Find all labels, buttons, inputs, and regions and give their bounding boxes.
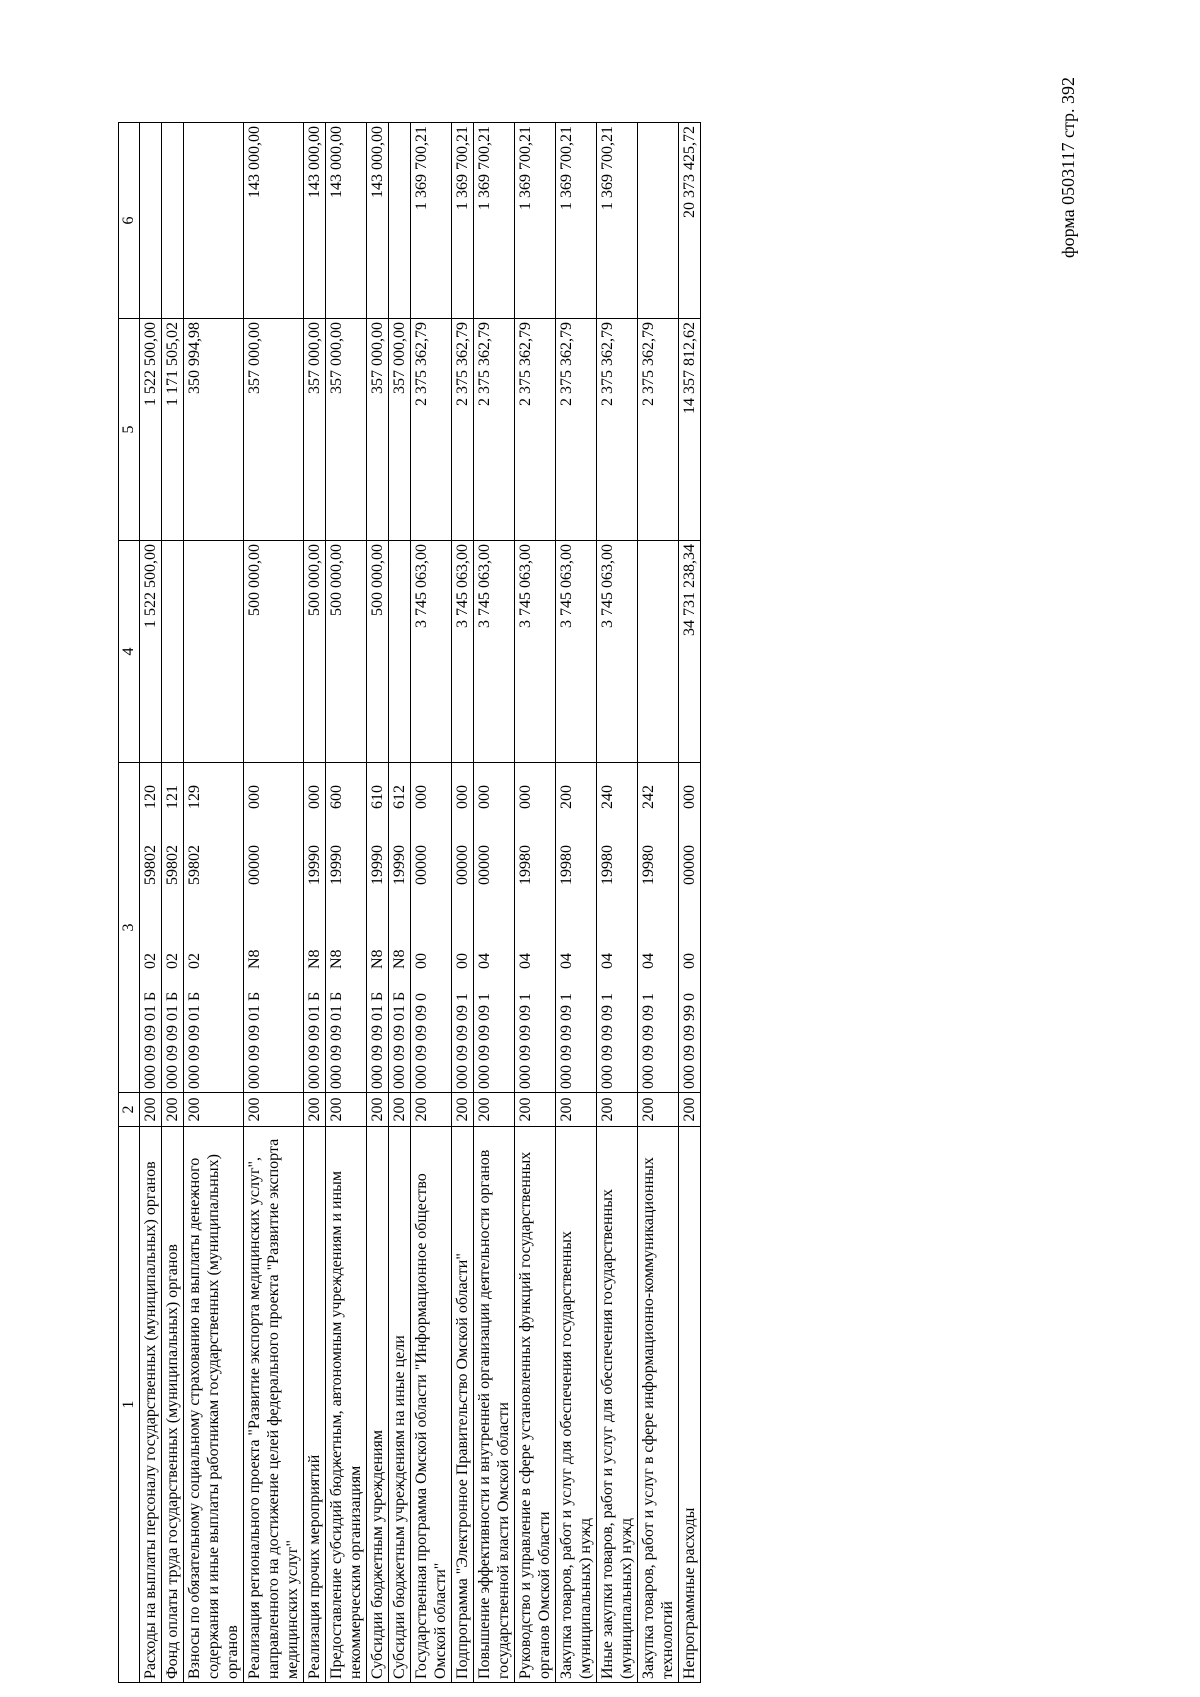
row-col6-value: 1 369 700,21 (515, 123, 556, 319)
row-col4-value: 500 000,00 (304, 541, 326, 763)
row-classification-code (244, 763, 304, 1093)
code-part-b: 04 (640, 953, 657, 969)
code-part-d: 19990 (369, 845, 386, 885)
row-classification-code (140, 763, 162, 1093)
form-label: форма 0503117 стр. 392 (1058, 76, 1078, 258)
code-part-d: 00000 (681, 845, 698, 885)
row-col6-value: 143 000,00 (244, 123, 304, 319)
code-part-b: 00 (454, 953, 471, 969)
code-part-d: 19980 (599, 845, 616, 885)
table-row (679, 123, 701, 1683)
row-name: Субсидии бюджетным учреждениям (367, 1127, 389, 1683)
row-col6-value: 1 369 700,21 (411, 123, 452, 319)
row-col4-value (184, 541, 244, 763)
code-part-a: 000 09 09 01 Б (164, 991, 181, 1089)
row-col4-value (162, 541, 184, 763)
row-classification-code (389, 763, 411, 1093)
table-row (515, 123, 556, 1683)
row-line-code: 200 (411, 1093, 452, 1127)
table-row (452, 123, 474, 1683)
row-name: Руководство и управление в сфере установленных функций государственных органов Омской области (515, 1127, 556, 1683)
code-part-b: N8 (306, 949, 323, 969)
row-line-code: 200 (304, 1093, 326, 1127)
row-line-code: 200 (140, 1093, 162, 1127)
code-part-d: 19980 (558, 845, 575, 885)
code-part-d: 19990 (306, 845, 323, 885)
code-part-e: 000 (413, 785, 430, 809)
row-line-code: 200 (244, 1093, 304, 1127)
code-part-a: 000 09 09 99 0 (681, 993, 698, 1089)
row-classification-code (367, 763, 389, 1093)
code-part-e: 000 (306, 785, 323, 809)
table-row (389, 123, 411, 1683)
row-col5-value: 14 357 812,62 (679, 319, 701, 541)
row-classification-code (411, 763, 452, 1093)
row-line-code: 200 (556, 1093, 597, 1127)
row-name: Закупка товаров, работ и услуг в сфере информационно-коммуникационных технологий (638, 1127, 679, 1683)
table-row (367, 123, 389, 1683)
page-header (1058, 38, 1078, 258)
row-name: Реализация регионального проекта "Развитие экспорта медицинских услуг", направленного на достижение целей федерального проекта "Развитие экспорта медицинских услуг" (244, 1127, 304, 1683)
code-part-e: 240 (599, 785, 616, 809)
row-col6-value: 1 369 700,21 (474, 123, 515, 319)
row-col4-value: 3 745 063,00 (452, 541, 474, 763)
code-part-e: 600 (328, 785, 345, 809)
row-col4-value: 1 522 500,00 (140, 541, 162, 763)
row-col6-value: 1 369 700,21 (452, 123, 474, 319)
code-part-b: 04 (517, 953, 534, 969)
code-part-d: 59802 (164, 845, 181, 885)
code-part-a: 000 09 09 09 0 (413, 993, 430, 1089)
code-part-b: 02 (164, 953, 181, 969)
row-name: Иные закупки товаров, работ и услуг для обеспечения государственных (муниципальных) нужд (597, 1127, 638, 1683)
row-line-code: 200 (326, 1093, 367, 1127)
code-part-e: 000 (454, 785, 471, 809)
code-part-d: 00000 (413, 845, 430, 885)
code-part-a: 000 09 09 09 1 (476, 993, 493, 1089)
code-part-d: 00000 (246, 845, 263, 885)
row-col4-value: 3 745 063,00 (515, 541, 556, 763)
row-classification-code (638, 763, 679, 1093)
row-col4-value: 500 000,00 (326, 541, 367, 763)
budget-table-wrapper (118, 123, 1018, 1683)
table-row (162, 123, 184, 1683)
row-col4-value: 3 745 063,00 (597, 541, 638, 763)
code-part-e: 242 (640, 785, 657, 809)
code-part-d: 00000 (476, 845, 493, 885)
code-part-e: 610 (369, 785, 386, 809)
row-name: Реализация прочих мероприятий (304, 1127, 326, 1683)
row-col4-value (638, 541, 679, 763)
code-part-a: 000 09 09 09 1 (599, 993, 616, 1089)
row-col5-value: 2 375 362,79 (556, 319, 597, 541)
row-col6-value (140, 123, 162, 319)
row-col5-value: 357 000,00 (244, 319, 304, 541)
code-part-b: 00 (681, 953, 698, 969)
code-part-a: 000 09 09 01 Б (391, 991, 408, 1089)
row-col4-value (389, 541, 411, 763)
table-row (326, 123, 367, 1683)
row-col6-value: 143 000,00 (326, 123, 367, 319)
code-part-e: 200 (558, 785, 575, 809)
row-col5-value: 2 375 362,79 (411, 319, 452, 541)
code-part-a: 000 09 09 09 1 (640, 993, 657, 1089)
code-part-a: 000 09 09 09 1 (517, 993, 534, 1089)
row-col5-value: 2 375 362,79 (638, 319, 679, 541)
code-part-d: 19980 (640, 845, 657, 885)
code-part-a: 000 09 09 01 Б (369, 991, 386, 1089)
code-part-a: 000 09 09 01 Б (306, 991, 323, 1089)
table-row (304, 123, 326, 1683)
code-part-d: 00000 (454, 845, 471, 885)
row-line-code: 200 (184, 1093, 244, 1127)
row-line-code: 200 (638, 1093, 679, 1127)
row-classification-code (326, 763, 367, 1093)
table-row (184, 123, 244, 1683)
row-line-code: 200 (367, 1093, 389, 1127)
row-col5-value: 1 522 500,00 (140, 319, 162, 541)
row-col6-value (162, 123, 184, 319)
code-part-b: 02 (186, 953, 203, 969)
column-header-4: 4 (119, 541, 140, 763)
row-classification-code (184, 763, 244, 1093)
row-classification-code (474, 763, 515, 1093)
code-part-a: 000 09 09 01 Б (142, 991, 159, 1089)
row-col6-value: 143 000,00 (367, 123, 389, 319)
row-col4-value: 3 745 063,00 (411, 541, 452, 763)
code-part-d: 19990 (328, 845, 345, 885)
row-col6-value (389, 123, 411, 319)
code-part-b: 04 (599, 953, 616, 969)
row-classification-code (679, 763, 701, 1093)
code-part-b: 04 (558, 953, 575, 969)
code-part-d: 19990 (391, 845, 408, 885)
code-part-b: 04 (476, 953, 493, 969)
table-row (244, 123, 304, 1683)
row-classification-code (304, 763, 326, 1093)
row-col5-value: 2 375 362,79 (515, 319, 556, 541)
column-header-1: 1 (119, 1127, 140, 1683)
row-col6-value: 20 373 425,72 (679, 123, 701, 319)
row-name: Государственная программа Омской области "Информационное общество Омской области" (411, 1127, 452, 1683)
row-col4-value: 3 745 063,00 (474, 541, 515, 763)
row-col5-value: 350 994,98 (184, 319, 244, 541)
row-col5-value: 357 000,00 (304, 319, 326, 541)
code-part-d: 59802 (142, 845, 159, 885)
row-col5-value: 2 375 362,79 (597, 319, 638, 541)
row-name: Расходы на выплаты персоналу государственных (муниципальных) органов (140, 1127, 162, 1683)
table-row (597, 123, 638, 1683)
row-col6-value (638, 123, 679, 319)
row-name: Закупка товаров, работ и услуг для обеспечения государственных (муниципальных) нужд (556, 1127, 597, 1683)
code-part-e: 120 (142, 785, 159, 809)
code-part-a: 000 09 09 09 1 (454, 993, 471, 1089)
code-part-e: 000 (517, 785, 534, 809)
code-part-e: 000 (681, 785, 698, 809)
row-name: Повышение эффективности и внутренней организации деятельности органов государственной власти Омской области (474, 1127, 515, 1683)
row-line-code: 200 (452, 1093, 474, 1127)
row-classification-code (515, 763, 556, 1093)
row-name: Предоставление субсидий бюджетным, автономным учреждениям и иным некоммерческим организациям (326, 1127, 367, 1683)
code-part-e: 129 (186, 785, 203, 809)
row-name: Фонд оплаты труда государственных (муниципальных) органов (162, 1127, 184, 1683)
column-header-6: 6 (119, 123, 140, 319)
column-header-5: 5 (119, 319, 140, 541)
row-classification-code (452, 763, 474, 1093)
row-col4-value: 500 000,00 (367, 541, 389, 763)
row-col5-value: 357 000,00 (326, 319, 367, 541)
row-name: Непрограммные расходы (679, 1127, 701, 1683)
column-header-3: 3 (119, 763, 140, 1093)
code-part-b: 02 (142, 953, 159, 969)
row-col5-value: 357 000,00 (389, 319, 411, 541)
code-part-a: 000 09 09 01 Б (328, 991, 345, 1089)
column-number-row (119, 123, 140, 1683)
row-col5-value: 1 171 505,02 (162, 319, 184, 541)
row-col6-value: 143 000,00 (304, 123, 326, 319)
row-classification-code (162, 763, 184, 1093)
table-row (556, 123, 597, 1683)
row-col5-value: 357 000,00 (367, 319, 389, 541)
row-col6-value: 1 369 700,21 (556, 123, 597, 319)
code-part-d: 59802 (186, 845, 203, 885)
row-col5-value: 2 375 362,79 (474, 319, 515, 541)
row-line-code: 200 (389, 1093, 411, 1127)
code-part-b: N8 (328, 949, 345, 969)
row-name: Субсидии бюджетным учреждениям на иные цели (389, 1127, 411, 1683)
row-col4-value: 34 731 238,34 (679, 541, 701, 763)
row-classification-code (556, 763, 597, 1093)
code-part-a: 000 09 09 01 Б (186, 991, 203, 1089)
row-line-code: 200 (162, 1093, 184, 1127)
table-row (638, 123, 679, 1683)
code-part-e: 612 (391, 785, 408, 809)
row-col4-value: 3 745 063,00 (556, 541, 597, 763)
code-part-b: N8 (369, 949, 386, 969)
code-part-e: 000 (246, 785, 263, 809)
code-part-d: 19980 (517, 845, 534, 885)
code-part-b: 00 (413, 953, 430, 969)
row-name: Взносы по обязательному социальному страхованию на выплаты денежного содержания и иные выплаты работникам государственных (муниципальных) органов (184, 1127, 244, 1683)
code-part-a: 000 09 09 01 Б (246, 991, 263, 1089)
code-part-e: 121 (164, 785, 181, 809)
table-row (411, 123, 452, 1683)
column-header-2: 2 (119, 1093, 140, 1127)
row-line-code: 200 (474, 1093, 515, 1127)
table-row (474, 123, 515, 1683)
row-line-code: 200 (515, 1093, 556, 1127)
row-line-code: 200 (597, 1093, 638, 1127)
row-name: Подпрограмма "Электронное Правительство Омской области" (452, 1127, 474, 1683)
row-line-code: 200 (679, 1093, 701, 1127)
row-col4-value: 500 000,00 (244, 541, 304, 763)
code-part-b: N8 (391, 949, 408, 969)
budget-table (118, 122, 701, 1683)
table-body (140, 123, 701, 1683)
code-part-b: N8 (246, 949, 263, 969)
row-col6-value: 1 369 700,21 (597, 123, 638, 319)
row-classification-code (597, 763, 638, 1093)
code-part-a: 000 09 09 09 1 (558, 993, 575, 1089)
table-row (140, 123, 162, 1683)
row-col6-value (184, 123, 244, 319)
code-part-e: 000 (476, 785, 493, 809)
row-col5-value: 2 375 362,79 (452, 319, 474, 541)
